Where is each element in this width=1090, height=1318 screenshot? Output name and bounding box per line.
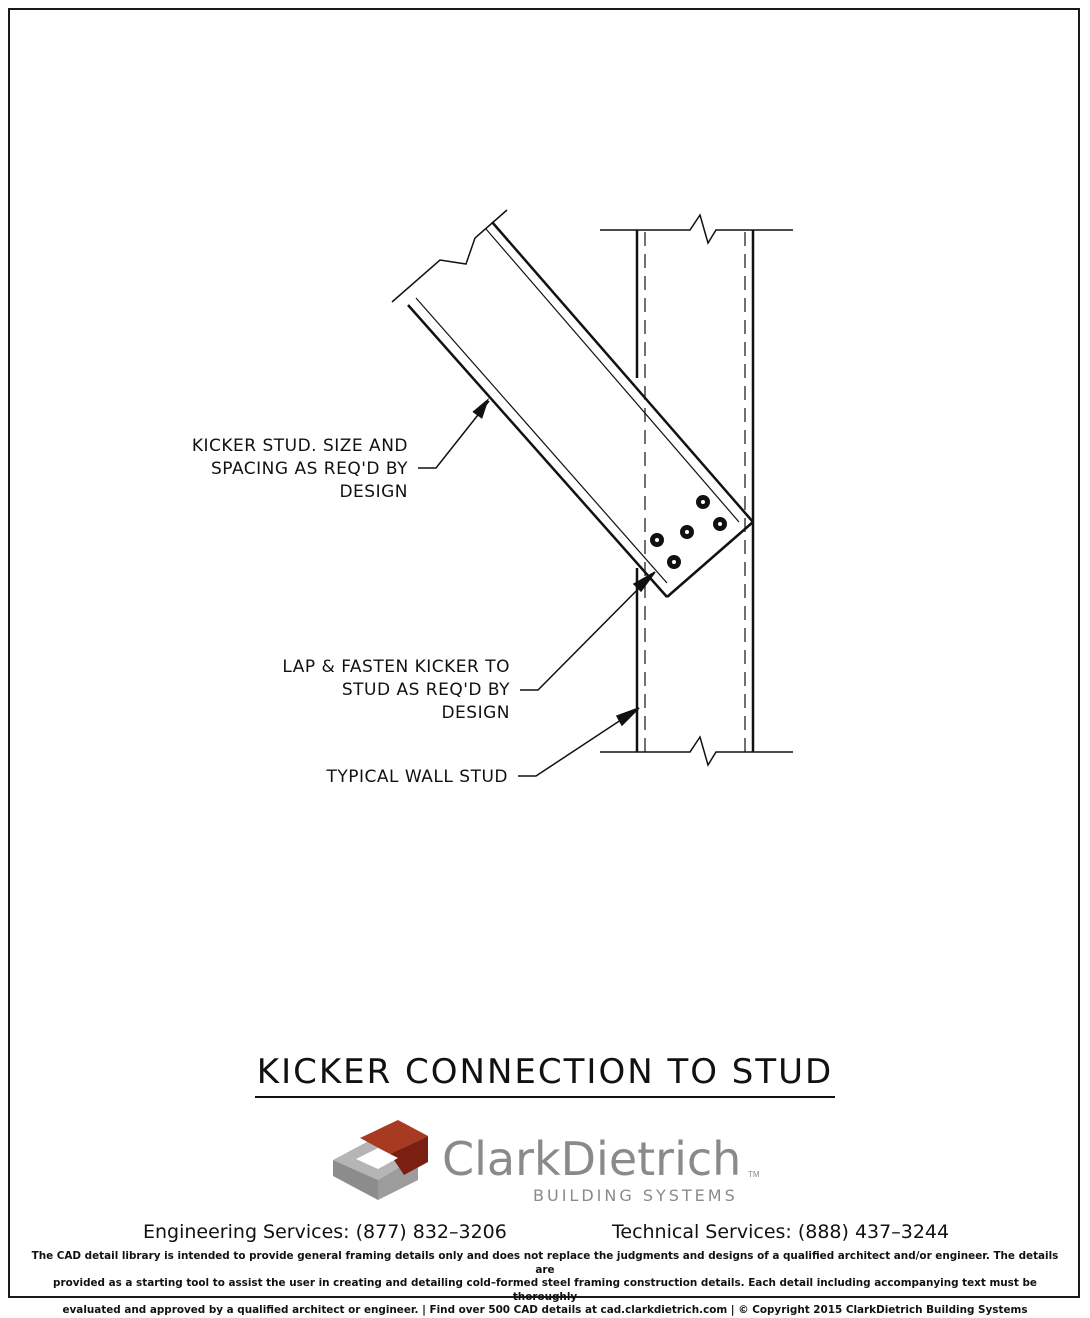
callout-lap-fasten <box>240 656 510 725</box>
detail-title-text: KICKER CONNECTION TO STUD <box>255 1052 835 1098</box>
callout-line: TYPICAL WALL STUD <box>326 767 508 787</box>
callout-line: DESIGN <box>441 703 510 723</box>
disclaimer-line: The CAD detail library is intended to provide general framing details only and does not replace the judgments and designs of a qualified architect and/or engineer. The details are <box>31 1250 1059 1276</box>
technical-services: Technical Services: (888) 437–3244 <box>612 1221 950 1243</box>
leader-lap-fasten <box>520 575 652 690</box>
callout-line: LAP & FASTEN KICKER TO <box>282 657 510 677</box>
leader-wall-stud <box>518 710 636 776</box>
brand-tagline: BUILDING SYSTEMS <box>533 1186 738 1205</box>
disclaimer-line: provided as a starting tool to assist the user in creating and detailing cold–formed steel framing construction details. Each detail including accompanying text must be thoroughly <box>53 1277 1037 1303</box>
disclaimer-line: evaluated and approved by a qualified architect or engineer. | Find over 500 CAD details at cad.clarkdietrich.com | © Copyright 2015 ClarkDietrich Building Systems <box>62 1304 1028 1316</box>
callout-line: DESIGN <box>339 482 408 502</box>
engineering-services: Engineering Services: (877) 832–3206 <box>143 1221 507 1243</box>
wall-stud <box>600 215 793 765</box>
kicker-stud <box>392 210 753 597</box>
callout-line: STUD AS REQ'D BY <box>341 680 510 700</box>
callout-line: KICKER STUD. SIZE AND <box>191 436 408 456</box>
brand-name: ClarkDietrich <box>442 1132 742 1186</box>
detail-title <box>0 1052 1090 1092</box>
callout-wall-stud <box>260 766 508 789</box>
fasteners <box>650 495 727 569</box>
trademark-symbol: TM <box>748 1170 760 1179</box>
clarkdietrich-logo-mark <box>333 1120 428 1200</box>
callout-line: SPACING AS REQ'D BY <box>210 459 408 479</box>
disclaimer <box>30 1250 1060 1318</box>
callout-kicker-stud <box>150 435 408 504</box>
